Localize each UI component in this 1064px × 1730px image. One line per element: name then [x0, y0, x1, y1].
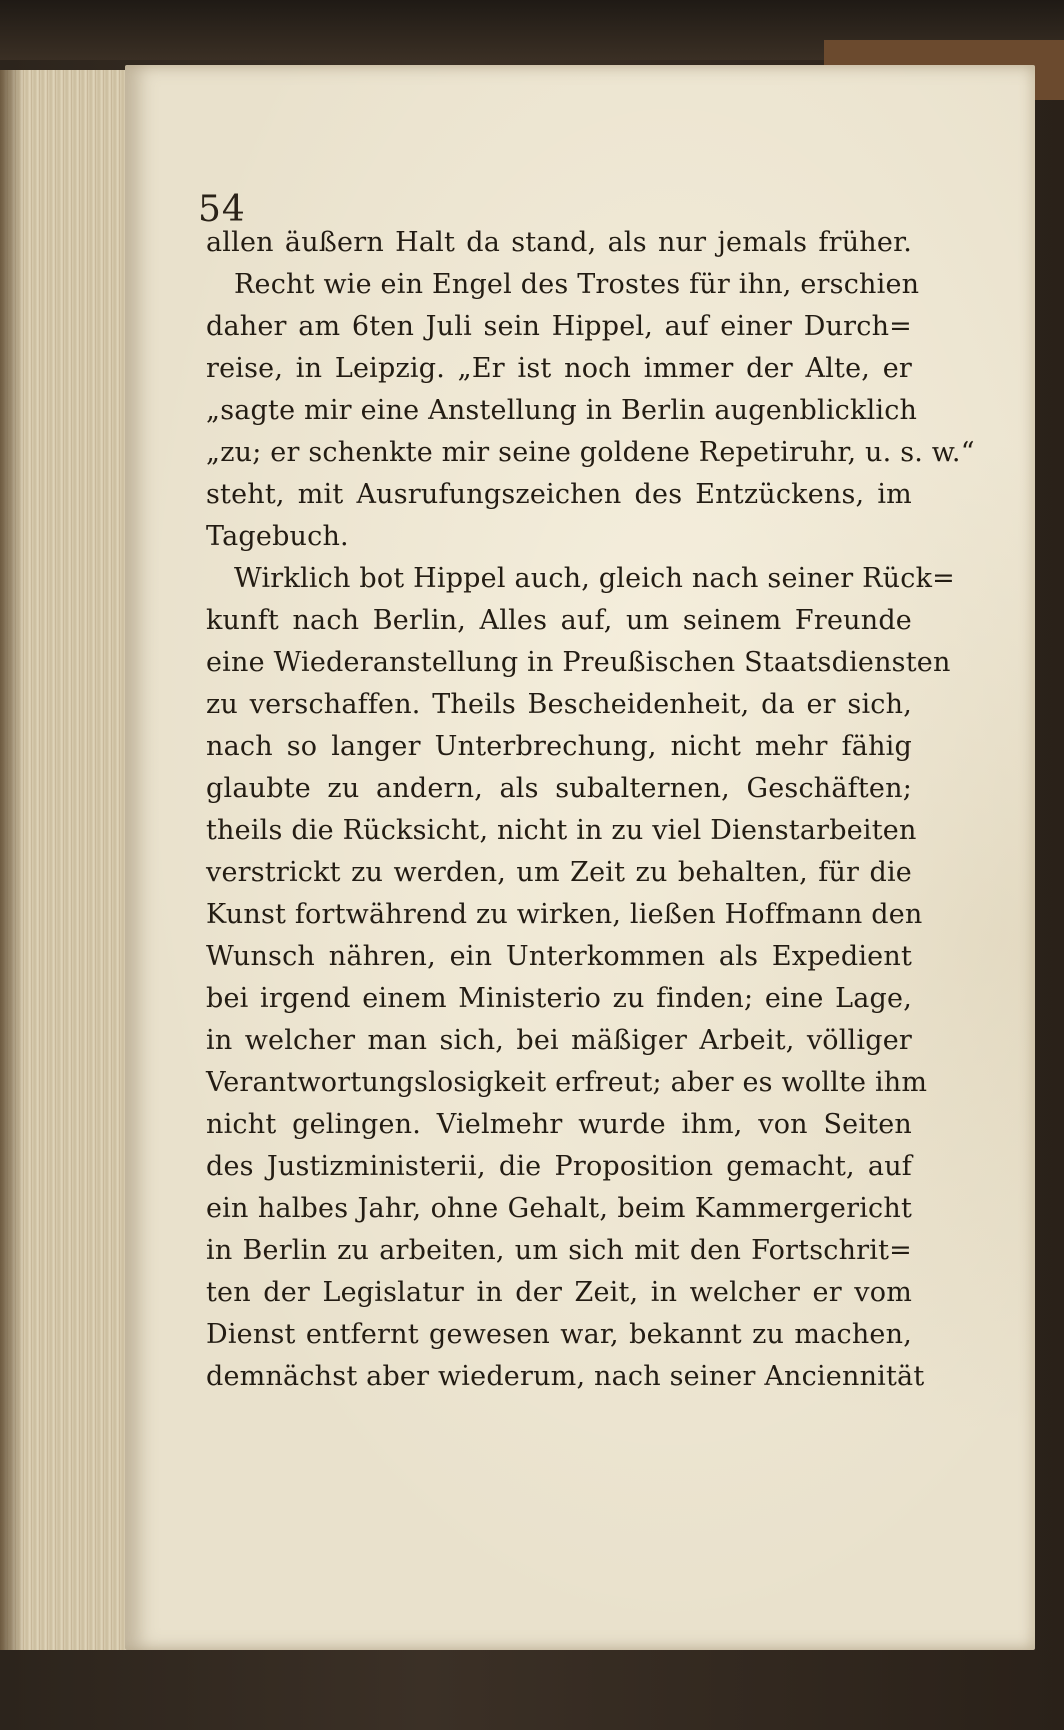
- text-line: „sagte mir eine Anstellung in Berlin augenblicklich: [206, 395, 918, 426]
- text-line: Recht wie ein Engel des Trostes für ihn, erschien: [234, 269, 920, 300]
- text-line: nach so langer Unterbrechung, nicht mehr fähig: [206, 731, 912, 762]
- text-line: zu verschaffen. Theils Bescheidenheit, da er sich,: [206, 689, 912, 720]
- text-line: Wirklich bot Hippel auch, gleich nach seiner Rück=: [234, 563, 955, 594]
- text-line: nicht gelingen. Vielmehr wurde ihm, von Seiten: [206, 1109, 912, 1140]
- binding-shadow: [0, 70, 24, 1650]
- text-line: in Berlin zu arbeiten, um sich mit den Fortschrit=: [206, 1235, 912, 1266]
- text-line: reise, in Leipzig. „Er ist noch immer der Alte, er: [206, 353, 912, 384]
- text-line: demnächst aber wiederum, nach seiner Anciennität: [206, 1361, 925, 1392]
- text-line: Kunst fortwährend zu wirken, ließen Hoffmann den: [206, 899, 923, 930]
- text-line: Tagebuch.: [206, 521, 349, 552]
- text-line: Verantwortungslosigkeit erfreut; aber es wollte ihm: [206, 1067, 928, 1098]
- text-line: „zu; er schenkte mir seine goldene Repetiruhr, u. s. w.“: [206, 437, 975, 468]
- text-line: allen äußern Halt da stand, als nur jemals früher.: [206, 227, 912, 258]
- text-line: bei irgend einem Ministerio zu finden; eine Lage,: [206, 983, 912, 1014]
- text-line: ein halbes Jahr, ohne Gehalt, beim Kammergericht: [206, 1193, 912, 1224]
- text-line: eine Wiederanstellung in Preußischen Staatsdiensten: [206, 647, 951, 678]
- text-line: daher am 6ten Juli sein Hippel, auf einer Durch=: [206, 311, 912, 342]
- text-line: kunft nach Berlin, Alles auf, um seinem Freunde: [206, 605, 912, 636]
- text-line: Dienst entfernt gewesen war, bekannt zu machen,: [206, 1319, 912, 1350]
- text-line: Wunsch nähren, ein Unterkommen als Expedient: [206, 941, 912, 972]
- text-line: theils die Rücksicht, nicht in zu viel Dienstarbeiten: [206, 815, 917, 846]
- text-line: glaubte zu andern, als subalternen, Geschäften;: [206, 773, 912, 804]
- page-text: [206, 222, 975, 1398]
- text-line: ten der Legislatur in der Zeit, in welcher er vom: [206, 1277, 912, 1308]
- text-line: verstrickt zu werden, um Zeit zu behalten, für die: [206, 857, 912, 888]
- text-line: des Justizministerii, die Proposition gemacht, auf: [206, 1151, 912, 1182]
- page-number: 54: [198, 189, 246, 230]
- text-line: in welcher man sich, bei mäßiger Arbeit, völliger: [206, 1025, 912, 1056]
- text-line: steht, mit Ausrufungszeichen des Entzückens, im: [206, 479, 912, 510]
